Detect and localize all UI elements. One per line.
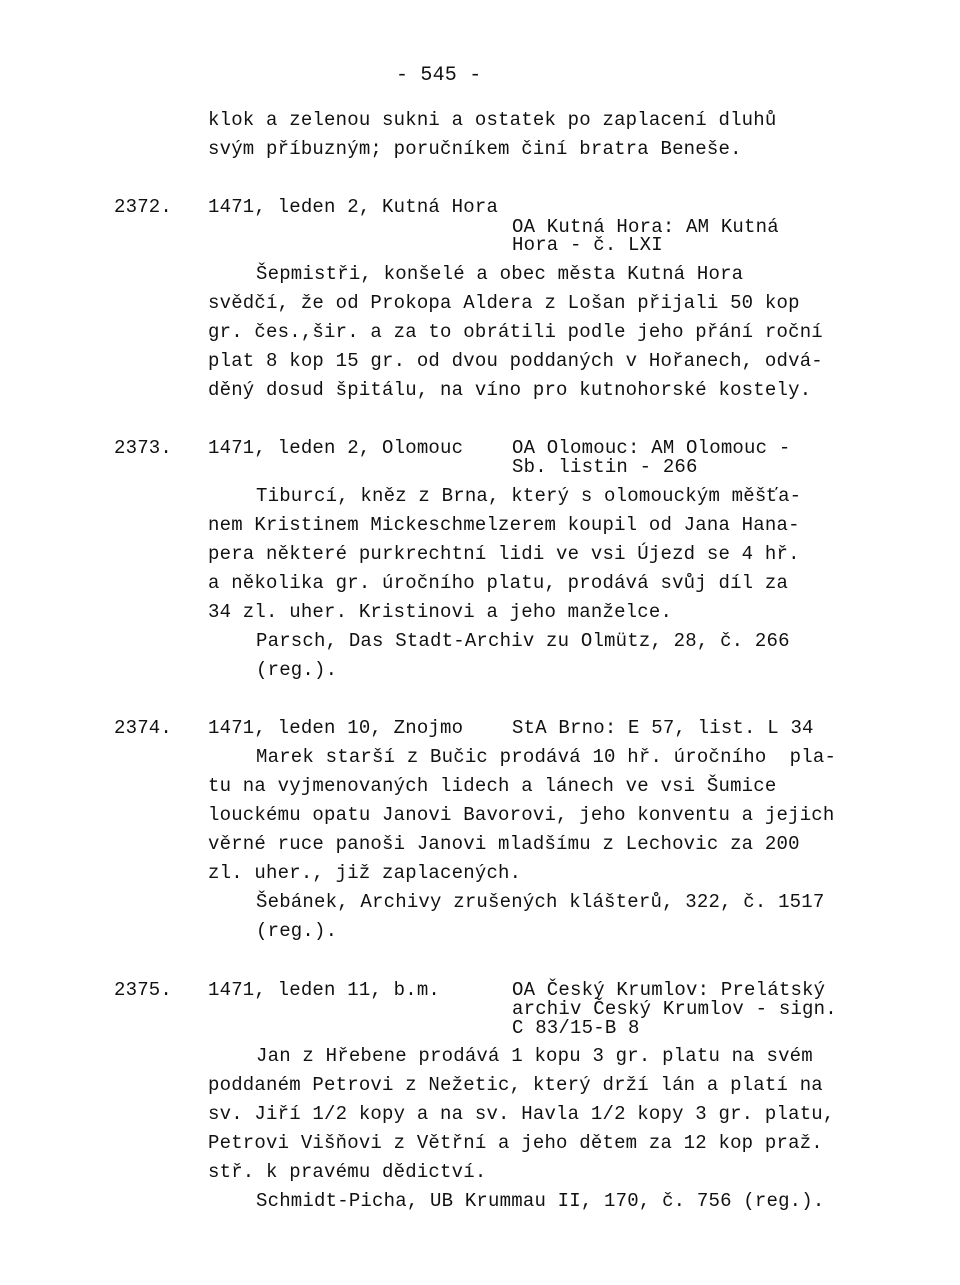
entry-number: 2372. [114,196,173,218]
entry-body-line: tu na vyjmenovaných lidech a lánech ve vsi Šumice [208,775,777,797]
entry-header: 1471, leden 11, b.m. [208,979,441,1001]
intro-line: svým příbuzným; poručníkem činí bratra Beneše. [208,138,742,160]
entry-body-line: zl. uher., již zaplacených. [208,862,522,884]
entry-body-line: stř. k pravému dědictví. [208,1161,487,1183]
entry-body-line: plat 8 kop 15 gr. od dvou poddaných v Hořanech, odvá- [208,350,823,372]
entry-body-line: Tiburcí, kněz z Brna, který s olomouckým měšťa- [256,485,802,507]
entry-body-line: louckému opatu Janovi Bavorovi, jeho konventu a jejich [208,804,835,826]
entry-number: 2375. [114,979,173,1001]
entry-body-line: nem Kristinem Mickeschmelzerem koupil od Jana Hana- [208,514,800,536]
entry-source-line: C 83/15-B 8 [512,1017,640,1039]
entry-source-line: Sb. listin - 266 [512,456,698,478]
entry-source-line: OA Český Krumlov: Prelátský [512,979,826,1001]
entry-body-line: pera některé purkrechtní lidi ve vsi Újezd se 4 hř. [208,543,800,565]
page-number: - 545 - [396,64,482,87]
entry-body-line: poddaném Petrovi z Nežetic, který drží lán a platí na [208,1074,823,1096]
entry-reference-line: (reg.). [256,659,338,681]
entry-body-line: a několika gr. úročního platu, prodává svůj díl za [208,572,789,594]
entry-reference-line: (reg.). [256,920,338,942]
entry-header: 1471, leden 10, Znojmo [208,717,464,739]
entry-header: 1471, leden 2, Kutná Hora [208,196,499,218]
entry-source-line: OA Olomouc: AM Olomouc - [512,437,791,459]
entry-body-line: gr. čes.,šir. a za to obrátili podle jeho přání roční [208,321,823,343]
entry-source-line: Hora - č. LXI [512,234,663,256]
entry-header: 1471, leden 2, Olomouc [208,437,464,459]
entry-source-line: OA Kutná Hora: AM Kutná [512,216,779,238]
entry-source-line: StA Brno: E 57, list. L 34 [512,717,814,739]
intro-line: klok a zelenou sukni a ostatek po zaplacení dluhů [208,109,777,131]
entry-body-line: 34 zl. uher. Kristinovi a jeho manželce. [208,601,673,623]
entry-reference-line: Parsch, Das Stadt-Archiv zu Olmütz, 28, č. 266 [256,630,790,652]
entry-body-line: Šepmistři, konšelé a obec města Kutná Hora [256,263,744,285]
entry-number: 2374. [114,717,173,739]
entry-body-line: věrné ruce panoši Janovi mladšímu z Lechovic za 200 [208,833,800,855]
entry-source-line: archiv Český Krumlov - sign. [512,998,837,1020]
entry-reference-line: Schmidt-Picha, UB Krummau II, 170, č. 756 (reg.). [256,1190,825,1212]
entry-reference-line: Šebánek, Archivy zrušených klášterů, 322, č. 1517 [256,891,825,913]
entry-body-line: Petrovi Višňovi z Větřní a jeho dětem za 12 kop praž. [208,1132,823,1154]
entry-body-line: sv. Jiří 1/2 kopy a na sv. Havla 1/2 kopy 3 gr. platu, [208,1103,835,1125]
entry-body-line: svědčí, že od Prokopa Aldera z Lošan přijali 50 kop [208,292,800,314]
entry-body-line: Marek starší z Bučic prodává 10 hř. úročního pla- [256,746,837,768]
entry-body-line: děný dosud špitálu, na víno pro kutnohorské kostely. [208,379,812,401]
entry-number: 2373. [114,437,173,459]
entry-body-line: Jan z Hřebene prodává 1 kopu 3 gr. platu na svém [256,1045,813,1067]
